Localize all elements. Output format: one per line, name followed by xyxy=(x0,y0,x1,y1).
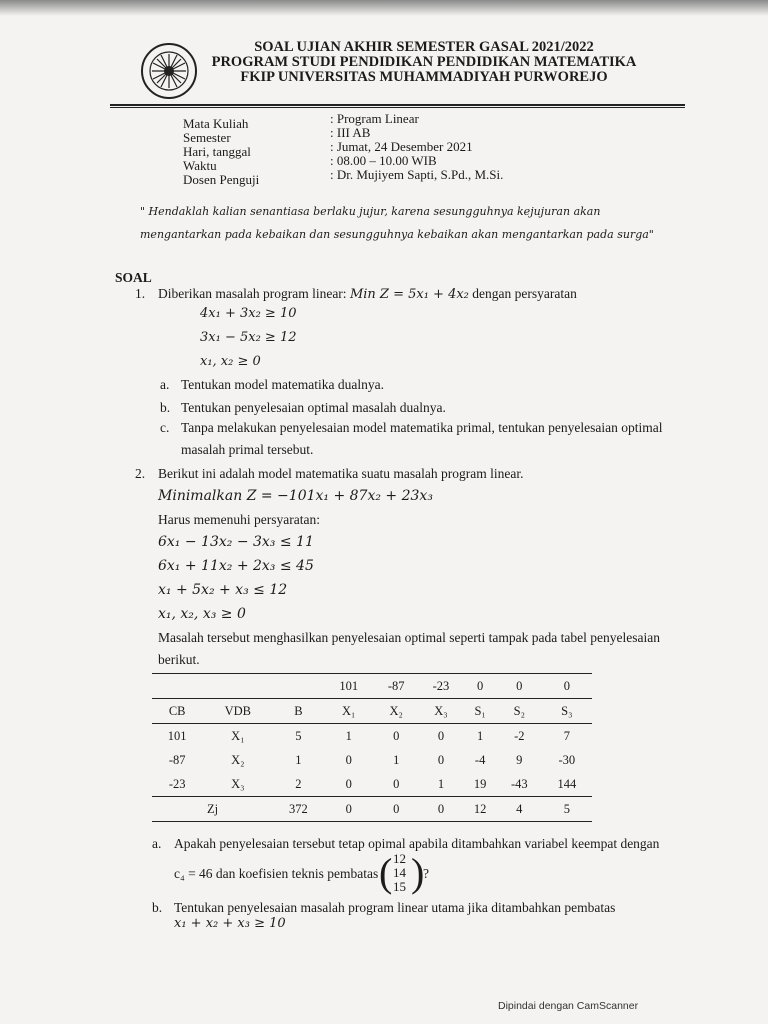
zj-label: Zj xyxy=(152,797,273,822)
table-header: S₃ xyxy=(542,699,592,724)
vector-left-paren: ( xyxy=(379,850,393,895)
q2a-label: a. xyxy=(152,836,162,851)
table-row xyxy=(152,748,592,772)
info-label: Semester xyxy=(183,130,231,145)
table-cell: 0 xyxy=(324,797,374,822)
table-cell: 0 xyxy=(345,752,352,767)
table-cell: -2 xyxy=(514,728,525,743)
table-cell: 2 xyxy=(273,772,323,797)
info-values xyxy=(330,112,503,182)
q1-part-label: b. xyxy=(160,400,171,415)
table-header: X₂ xyxy=(374,699,419,724)
q2a-question-mark: ? xyxy=(423,866,429,881)
q1-intro-line xyxy=(158,286,577,303)
table-cell: X₃ xyxy=(202,772,273,797)
table-cell: 101 xyxy=(324,674,374,699)
coefficient-vector xyxy=(393,852,406,894)
info-value: : Dr. Mujiyem Sapti, S.Pd., M.Si. xyxy=(330,167,504,182)
table-header: X₁ xyxy=(324,699,374,724)
table-cell: 144 xyxy=(542,772,592,797)
table-cell: -87 xyxy=(168,752,186,767)
table-cell: X₁ xyxy=(231,728,245,743)
q2-number: 2. xyxy=(135,466,146,481)
table-cell: -43 xyxy=(497,772,542,797)
table-cell: -4 xyxy=(474,752,486,767)
q1-number: 1. xyxy=(135,286,146,301)
table-cell: 0 xyxy=(374,797,419,822)
info-value: : Jumat, 24 Desember 2021 xyxy=(330,139,473,154)
table-cell: 4 xyxy=(497,797,542,822)
table-cell: 0 xyxy=(419,797,464,822)
scanner-watermark: Dipindai dengan CamScanner xyxy=(498,1000,639,1012)
table-cell: 1 xyxy=(295,752,302,767)
table-cell: 19 xyxy=(463,772,497,797)
q1-constraint: 3x₁ − 5x₂ ≥ 12 xyxy=(200,330,297,345)
table-cell: 372 xyxy=(273,797,323,822)
header-rule-thin xyxy=(110,107,685,108)
q2a-text-cont: c₄ = 46 dan koefisien teknis pembatas xyxy=(174,866,379,881)
q1-constraint: x₁, x₂ ≥ 0 xyxy=(200,354,261,369)
q2-constraint: x₁, x₂, x₃ ≥ 0 xyxy=(158,606,246,622)
section-title: SOAL xyxy=(115,270,152,285)
table-header: S₂ xyxy=(497,699,542,724)
quote-line-2: mengantarkan pada kebaikan dan sesungguhnya kebaikan akan mengantarkan pada surga" xyxy=(140,228,654,241)
q2-result-line: Masalah tersebut menghasilkan penyelesaian optimal seperti tampak pada tabel penyelesaian xyxy=(158,630,660,645)
q2-objective: Minimalkan Z = −101x₁ + 87x₂ + 23x₃ xyxy=(158,488,433,504)
table-cell: -30 xyxy=(558,752,576,767)
table-cell: X₂ xyxy=(231,752,245,767)
vector-entry: 12 xyxy=(393,851,406,866)
q1-part-text: Tentukan model matematika dualnya. xyxy=(181,377,384,392)
table-cell: 5 xyxy=(542,797,592,822)
q1-objective: Min Z = 5x₁ + 4x₂ xyxy=(349,287,469,302)
info-label: Waktu xyxy=(183,158,217,173)
q1-part-text: Tanpa melakukan penyelesaian model matematika primal, tentukan penyelesaian optimal xyxy=(181,420,663,435)
q1-constraint: 4x₁ + 3x₂ ≥ 10 xyxy=(200,306,297,321)
q2b-label: b. xyxy=(152,900,163,915)
header-line-1: SOAL UJIAN AKHIR SEMESTER GASAL 2021/2022 xyxy=(254,39,594,55)
table-row-zj xyxy=(152,797,592,822)
info-label: Mata Kuliah xyxy=(183,116,249,131)
q2-constraint: 6x₁ − 13x₂ − 3x₃ ≤ 11 xyxy=(158,534,314,550)
table-header: B xyxy=(273,699,323,724)
q2-constraint: 6x₁ + 11x₂ + 2x₃ ≤ 45 xyxy=(158,558,314,574)
info-value: : Program Linear xyxy=(330,111,419,126)
table-row-cj xyxy=(152,674,592,699)
table-cell: 5 xyxy=(295,728,302,743)
table-cell: 0 xyxy=(393,728,400,743)
table-cell: 1 xyxy=(477,728,484,743)
q2-result-cont: berikut. xyxy=(158,652,200,667)
exam-header xyxy=(0,40,768,85)
table-cell: 1 xyxy=(419,772,464,797)
quote-line-1: " Hendaklah kalian senantiasa berlaku jujur, karena sesungguhnya kejujuran akan xyxy=(140,205,601,218)
table-cell: -87 xyxy=(374,674,419,699)
table-cell: 0 xyxy=(463,674,497,699)
q1-part-text: Tentukan penyelesaian optimal masalah dualnya. xyxy=(181,400,446,415)
q2a-text: Apakah penyelesaian tersebut tetap opimal apabila ditambahkan variabel keempat dengan xyxy=(174,836,660,851)
info-value: : 08.00 – 10.00 WIB xyxy=(330,153,437,168)
simplex-table xyxy=(152,673,592,822)
table-header: X₃ xyxy=(419,699,464,724)
q1-part-text-cont: masalah primal tersebut. xyxy=(181,442,314,457)
table-row xyxy=(152,724,592,749)
vector-entry: 14 xyxy=(393,865,406,880)
info-labels xyxy=(183,117,259,187)
info-label: Hari, tanggal xyxy=(183,144,251,159)
q2b-expression: x₁ + x₂ + x₃ ≥ 10 xyxy=(174,916,286,931)
table-cell: 0 xyxy=(497,674,542,699)
table-header-row xyxy=(152,699,592,724)
scan-top-shadow xyxy=(0,0,768,16)
vector-right-paren: ) xyxy=(411,850,425,895)
header-rule-thick xyxy=(110,104,685,106)
table-cell: 12 xyxy=(463,797,497,822)
table-cell: 9 xyxy=(516,752,523,767)
q1-intro-tail: dengan persyaratan xyxy=(472,286,577,301)
q2b-text: Tentukan penyelesaian masalah program linear utama jika ditambahkan pembatas xyxy=(174,900,616,915)
table-header: CB xyxy=(152,699,202,724)
q2-constraint: x₁ + 5x₂ + x₃ ≤ 12 xyxy=(158,582,288,598)
q2-intro: Berikut ini adalah model matematika suatu masalah program linear. xyxy=(158,466,524,481)
table-cell: 7 xyxy=(563,728,570,743)
table-header: VDB xyxy=(202,699,273,724)
q2-subject: Harus memenuhi persyaratan: xyxy=(158,512,320,527)
table-cell: -23 xyxy=(419,674,464,699)
table-cell: -23 xyxy=(152,772,202,797)
table-header: S₁ xyxy=(463,699,497,724)
table-cell: 101 xyxy=(167,728,187,743)
table-cell: 1 xyxy=(345,728,352,743)
table-cell: 0 xyxy=(324,772,374,797)
q1-part-label: c. xyxy=(160,420,170,435)
table-cell: 1 xyxy=(393,752,400,767)
table-row xyxy=(152,772,592,797)
header-line-2: PROGRAM STUDI PENDIDIKAN PENDIDIKAN MATEMATIKA xyxy=(211,54,637,70)
q1-intro: Diberikan masalah program linear: xyxy=(158,286,347,301)
table-cell: 0 xyxy=(374,772,419,797)
vector-entry: 15 xyxy=(393,879,406,894)
info-label: Dosen Penguji xyxy=(183,172,260,187)
q1-part-label: a. xyxy=(160,377,170,392)
table-cell: 0 xyxy=(542,674,592,699)
info-value: : III AB xyxy=(330,125,371,140)
table-cell: 0 xyxy=(437,728,445,743)
table-cell: 0 xyxy=(437,752,445,767)
header-line-3: FKIP UNIVERSITAS MUHAMMADIYAH PURWOREJO xyxy=(240,69,608,85)
